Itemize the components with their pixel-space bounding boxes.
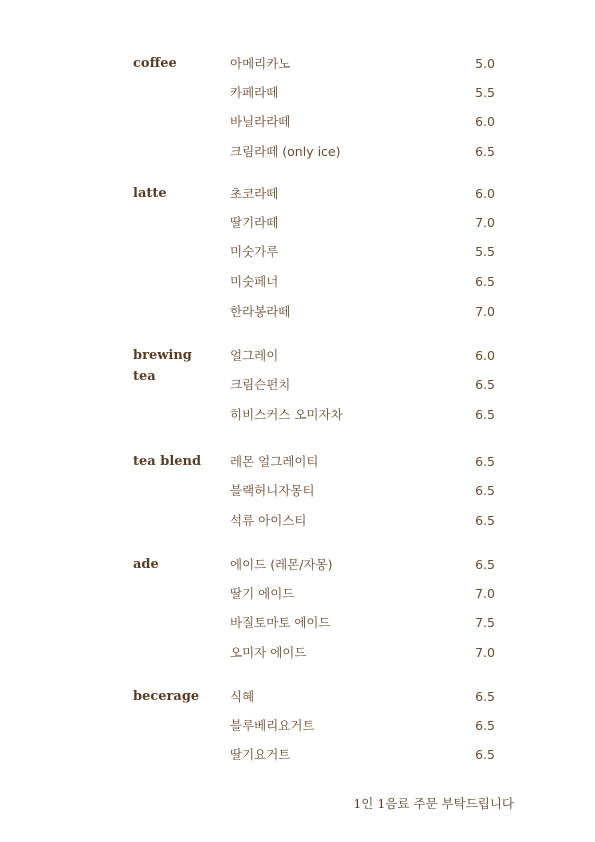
item-name: 바닐라라떼 bbox=[230, 114, 291, 129]
menu-item bbox=[0, 141, 595, 163]
item-price: 6.5 bbox=[475, 557, 495, 572]
menu-item bbox=[0, 744, 595, 766]
item-name: 에이드 (레몬/자몽) bbox=[230, 557, 333, 572]
item-price: 6.0 bbox=[475, 114, 495, 129]
item-price: 7.0 bbox=[475, 645, 495, 660]
category-label: latte bbox=[133, 186, 167, 201]
item-name: 한라봉라떼 bbox=[230, 304, 291, 319]
item-price: 7.0 bbox=[475, 586, 495, 601]
item-price: 6.5 bbox=[475, 377, 495, 392]
item-name: 석류 아이스티 bbox=[230, 513, 307, 528]
item-name: 블루베리요거트 bbox=[230, 718, 315, 733]
menu-item bbox=[0, 554, 595, 576]
menu-item bbox=[0, 715, 595, 737]
item-price: 7.0 bbox=[475, 215, 495, 230]
item-name: 크림슨펀치 bbox=[230, 377, 291, 392]
menu-item bbox=[0, 271, 595, 293]
item-price: 6.5 bbox=[475, 407, 495, 422]
menu-item bbox=[0, 241, 595, 263]
item-name: 크림라떼 (only ice) bbox=[230, 144, 341, 159]
item-name: 식혜 bbox=[230, 689, 255, 704]
menu-item bbox=[0, 686, 595, 708]
item-name: 블랙허니자몽티 bbox=[230, 483, 315, 498]
item-price: 6.5 bbox=[475, 144, 495, 159]
item-name: 딸기 에이드 bbox=[230, 586, 295, 601]
menu-item bbox=[0, 480, 595, 502]
item-name: 바질토마토 에이드 bbox=[230, 615, 331, 630]
category-label: coffee bbox=[133, 56, 177, 71]
item-price: 5.5 bbox=[475, 85, 495, 100]
order-notice: 1인 1음료 주문 부탁드립니다 bbox=[353, 796, 514, 811]
item-name: 미숫페너 bbox=[230, 274, 279, 289]
item-price: 6.5 bbox=[475, 454, 495, 469]
item-name: 딸기라떼 bbox=[230, 215, 279, 230]
menu-item bbox=[0, 111, 595, 133]
menu-item bbox=[0, 510, 595, 532]
item-price: 6.5 bbox=[475, 513, 495, 528]
menu-item bbox=[0, 374, 595, 396]
item-name: 초코라떼 bbox=[230, 186, 279, 201]
category-label: becerage bbox=[133, 689, 200, 704]
item-price: 5.0 bbox=[475, 56, 495, 71]
item-price: 6.5 bbox=[475, 747, 495, 762]
item-price: 6.0 bbox=[475, 348, 495, 363]
item-price: 6.5 bbox=[475, 274, 495, 289]
item-price: 6.5 bbox=[475, 689, 495, 704]
item-name: 레몬 얼그레이티 bbox=[230, 454, 319, 469]
item-price: 6.0 bbox=[475, 186, 495, 201]
menu-item bbox=[0, 82, 595, 104]
item-price: 7.0 bbox=[475, 304, 495, 319]
item-price: 7.5 bbox=[475, 615, 495, 630]
item-name: 카페라떼 bbox=[230, 85, 279, 100]
menu-item bbox=[0, 451, 595, 473]
item-name: 오미자 에이드 bbox=[230, 645, 307, 660]
menu-item bbox=[0, 404, 595, 426]
menu-item bbox=[0, 53, 595, 75]
menu-item bbox=[0, 345, 595, 367]
item-name: 딸기요거트 bbox=[230, 747, 291, 762]
menu-item bbox=[0, 301, 595, 323]
item-name: 미숫가루 bbox=[230, 244, 279, 259]
category-label: tea blend bbox=[133, 454, 202, 469]
menu-item bbox=[0, 183, 595, 205]
category-label: brewing tea bbox=[133, 348, 192, 384]
menu-item bbox=[0, 212, 595, 234]
item-name: 아메리카노 bbox=[230, 56, 291, 71]
item-price: 6.5 bbox=[475, 483, 495, 498]
item-name: 얼그레이 bbox=[230, 348, 279, 363]
menu-item bbox=[0, 642, 595, 664]
category-label: ade bbox=[133, 557, 159, 572]
menu-item bbox=[0, 612, 595, 634]
item-price: 5.5 bbox=[475, 244, 495, 259]
item-name: 히비스커스 오미자차 bbox=[230, 407, 343, 422]
item-price: 6.5 bbox=[475, 718, 495, 733]
menu-item bbox=[0, 583, 595, 605]
